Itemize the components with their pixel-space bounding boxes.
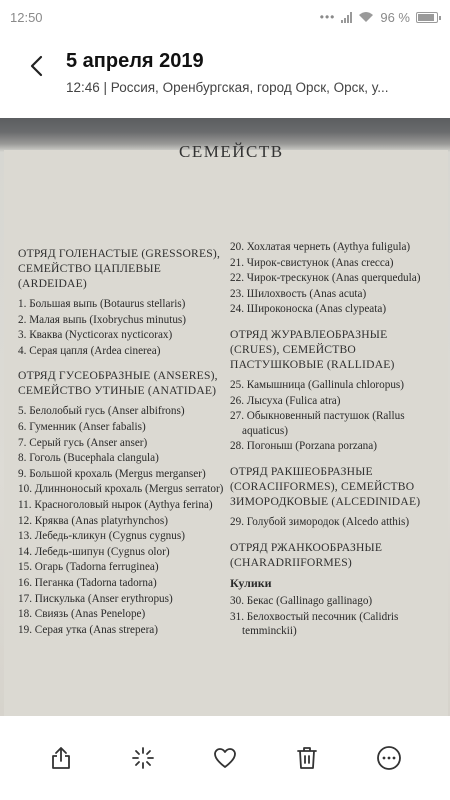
photo-date-title: 5 апреля 2019 (66, 50, 204, 72)
status-icons (320, 10, 438, 25)
left-column (18, 246, 230, 638)
more-icon (376, 745, 402, 771)
section-gap (230, 455, 440, 464)
photo-viewer[interactable] (0, 118, 450, 716)
signal-icon (341, 11, 352, 23)
species-entry: 6. Гуменник (Anser fabalis) (18, 420, 146, 433)
sparkle-edit-icon (131, 746, 155, 770)
order-title: ОТРЯД ГОЛЕНАСТЫЕ (GRESSORES), СЕМЕЙСТВО ЦАПЛЕВЫЕ (ARDEIDAE) (18, 247, 221, 290)
group-subhead: Кулики (230, 575, 272, 590)
status-time: 12:50 (10, 9, 43, 25)
species-entry: 14. Лебедь-шипун (Cygnus olor) (18, 545, 170, 558)
favorite-button[interactable] (207, 740, 243, 776)
back-button[interactable] (20, 50, 52, 82)
species-entry: 24. Широконоска (Anas clypeata) (230, 303, 387, 316)
bottom-toolbar (0, 716, 450, 800)
trash-icon (296, 746, 318, 770)
species-entry: 19. Серая утка (Anas strepera) (18, 623, 159, 636)
edit-button[interactable] (125, 740, 161, 776)
order-title: ОТРЯД ЖУРАВЛЕОБРАЗНЫЕ (CRUES), СЕМЕЙСТВО ПАСТУШКОВЫЕ (RALLIDAE) (230, 327, 395, 371)
species-entry: 30. Бекас (Gallinago gallinago) (230, 595, 373, 608)
species-entry: 15. Огарь (Tadorna ferruginea) (18, 561, 159, 574)
species-entry: 11. Красноголовый нырок (Aythya ferina) (18, 498, 213, 511)
share-icon (50, 746, 72, 770)
order-title: ОТРЯД ГУСЕОБРАЗНЫЕ (ANSERES), СЕМЕЙСТВО УТИНЫЕ (ANATIDAE) (18, 369, 218, 398)
species-entry: 9. Большой крохаль (Mergus merganser) (18, 467, 206, 480)
species-entry: 7. Серый гусь (Anser anser) (18, 436, 148, 449)
section-gap (18, 359, 230, 368)
species-entry: 8. Гоголь (Bucephala clangula) (18, 452, 159, 465)
species-entry: 10. Длинноносый крохаль (Mergus serrator) (18, 483, 224, 496)
species-entry: 5. Белолобый гусь (Anser albifrons) (18, 405, 185, 418)
more-button[interactable] (371, 740, 407, 776)
delete-button[interactable] (289, 740, 325, 776)
chevron-left-icon (29, 55, 43, 77)
species-entry: 23. Шилохвость (Anas acuta) (230, 287, 367, 300)
battery-percent: 96 % (380, 9, 410, 25)
species-entry: 2. Малая выпь (Ixobrychus minutus) (18, 313, 187, 326)
share-button[interactable] (43, 740, 79, 776)
species-entry: 28. Погоныш (Porzana porzana) (230, 440, 377, 453)
heart-icon (213, 747, 237, 769)
species-entry: 1. Большая выпь (Botaurus stellaris) (18, 298, 186, 310)
photo-time-location[interactable]: 12:46 | Россия, Оренбургская, город Орск, Орск, у... (66, 80, 389, 95)
section-gap (230, 531, 440, 540)
wifi-icon (358, 11, 374, 23)
species-entry: 4. Серая цапля (Ardea cinerea) (18, 344, 161, 357)
species-entry: 17. Пискулька (Anser erythropus) (18, 592, 173, 605)
status-bar (0, 0, 450, 34)
species-entry: 21. Чирок-свистунок (Anas crecca) (230, 256, 394, 269)
species-entry: 31. Белохвостый песочник (Calidris temminckii) (230, 610, 399, 638)
order-title: ОТРЯД РЖАНКООБРАЗНЫЕ (CHARADRIIFORMES) (230, 540, 383, 569)
species-entry: 27. Обыкновенный пастушок (Rallus aquaticus) (230, 410, 405, 437)
book-page (4, 142, 448, 716)
species-entry: 20. Хохлатая чернеть (Aythya fuligula) (230, 241, 411, 253)
section-gap (230, 318, 440, 327)
order-title: ОТРЯД РАКШЕОБРАЗНЫЕ (CORACIIFORMES), СЕМЕЙСТВО ЗИМОРОДКОВЫЕ (ALCEDINIDAE) (230, 464, 421, 508)
species-entry: 13. Лебедь-кликун (Cygnus cygnus) (18, 530, 185, 543)
species-entry: 3. Кваква (Nycticorax nycticorax) (18, 329, 173, 342)
species-entry: 25. Камышница (Gallinula chloropus) (230, 378, 404, 391)
species-entry: 16. Пеганка (Tadorna tadorna) (18, 576, 157, 589)
battery-icon (416, 12, 438, 23)
header (0, 40, 450, 110)
species-entry: 18. Свиязь (Anas Penelope) (18, 608, 146, 621)
notification-dots: ••• (319, 10, 336, 24)
species-entry: 26. Лысуха (Fulica atra) (230, 394, 341, 407)
species-entry: 22. Чирок-трескунок (Anas querquedula) (230, 272, 421, 285)
page-heading: СЕМЕЙСТВ (179, 142, 284, 161)
right-column (230, 240, 440, 640)
species-entry: 12. Кряква (Anas platyrhynchos) (18, 514, 168, 527)
species-entry: 29. Голубой зимородок (Alcedo atthis) (230, 515, 410, 528)
